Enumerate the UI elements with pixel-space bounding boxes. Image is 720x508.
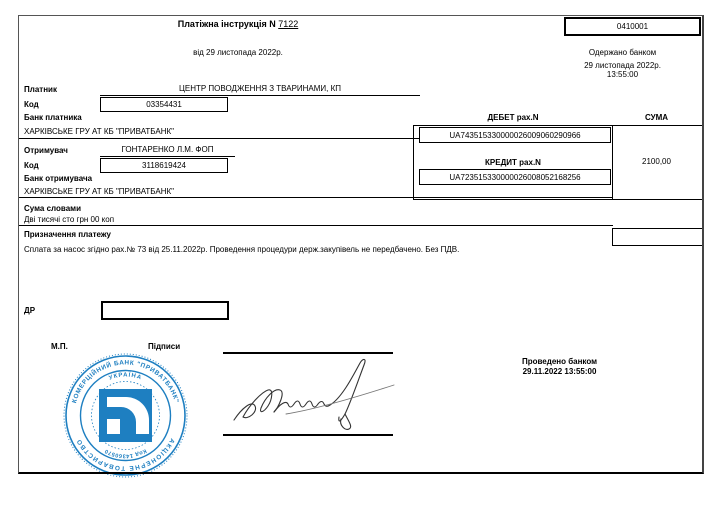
stamp-code-text: Код 14360570 [103, 447, 148, 459]
debit-account-box [419, 127, 611, 143]
dr-box [101, 301, 229, 320]
debit-account-label: ДЕБЕТ рах.N [487, 113, 539, 122]
recipient-value: ГОНТАРЕНКО Л.М. ФОП [100, 145, 235, 157]
received-date: 29 листопада 2022р. [584, 60, 661, 70]
stamp-ring-top-text: КОМЕРЦІЙНИЙ БАНК "ПРИВАТБАНК" [71, 359, 180, 405]
received-by-bank-label: Одержано банком [588, 48, 657, 57]
svg-text:Код 14360570 [104, 447, 147, 458]
payer-bank-label: Банк платника [24, 113, 82, 122]
purpose-label: Призначення платежу [24, 230, 112, 239]
document-number: 7122 [278, 19, 299, 29]
recipient-code-label: Код [24, 161, 39, 170]
sum-cell [612, 125, 701, 198]
sum-words-label: Сума словами [24, 204, 82, 213]
mp-label: М.П. [51, 342, 68, 351]
form-code-box [564, 17, 701, 36]
received-by-bank-block [540, 48, 705, 80]
purpose-side-box [612, 228, 703, 246]
processed-by-bank-block [487, 357, 632, 376]
form-code: 0410001 [616, 22, 649, 31]
handwritten-signature [228, 356, 398, 432]
processed-datetime: 29.11.2022 13:55:00 [522, 366, 597, 376]
sum-value: 2100,00 [642, 157, 671, 166]
credit-account-label: КРЕДИТ рах.N [485, 158, 541, 167]
payer-bank-value: ХАРКІВСЬКЕ ГРУ АТ КБ "ПРИВАТБАНК" [24, 127, 174, 136]
document-title [18, 19, 458, 29]
document-date: від 29 листопада 2022р. [193, 48, 283, 57]
sum-label: СУМА [644, 113, 669, 122]
recipient-code-value: 3118619424 [142, 161, 186, 170]
divider-line [18, 225, 613, 226]
received-time: 13:55:00 [606, 70, 639, 79]
signature-line-top [223, 352, 393, 354]
payer-code-value: 03354431 [146, 100, 182, 109]
payer-code-box [100, 97, 228, 112]
payer-code-label: Код [24, 100, 39, 109]
title-label: Платіжна інструкція N [177, 19, 276, 29]
debit-account-value: UA743515330000026009060290966 [449, 130, 581, 140]
svg-text:УКРАЇНА [108, 372, 142, 382]
purpose-value: Сплата за насос згідно рах.№ 73 від 25.11.2022р. Проведення процедури держ.закупівель не передбачено. Без ПДВ. [24, 245, 460, 254]
recipient-bank-label: Банк отримувача [24, 174, 93, 183]
privatbank-stamp [63, 353, 188, 478]
stamp-ring-bottom-text: АКЦІОНЕРНЕ ТОВАРИСТВО [75, 437, 176, 472]
recipient-code-box [100, 158, 228, 173]
signature-line-bottom [223, 434, 393, 436]
privatbank-logo-icon [99, 389, 152, 442]
recipient-bank-value: ХАРКІВСЬКЕ ГРУ АТ КБ "ПРИВАТБАНК" [24, 187, 174, 196]
stamp-country-text: УКРАЇНА [108, 372, 143, 382]
sum-words-value: Дві тисячі сто грн 00 коп [24, 215, 115, 224]
credit-account-value: UA723515330000026008052168256 [449, 172, 581, 182]
dr-label: ДР [24, 306, 36, 315]
credit-account-box [419, 169, 611, 185]
processed-by-bank-label: Проведено банком [521, 357, 598, 366]
payer-label: Платник [24, 85, 57, 94]
recipient-label: Отримувач [24, 146, 68, 155]
signatures-label: Підписи [148, 342, 181, 351]
payer-value: ЦЕНТР ПОВОДЖЕННЯ З ТВАРИНАМИ, КП [100, 84, 420, 96]
